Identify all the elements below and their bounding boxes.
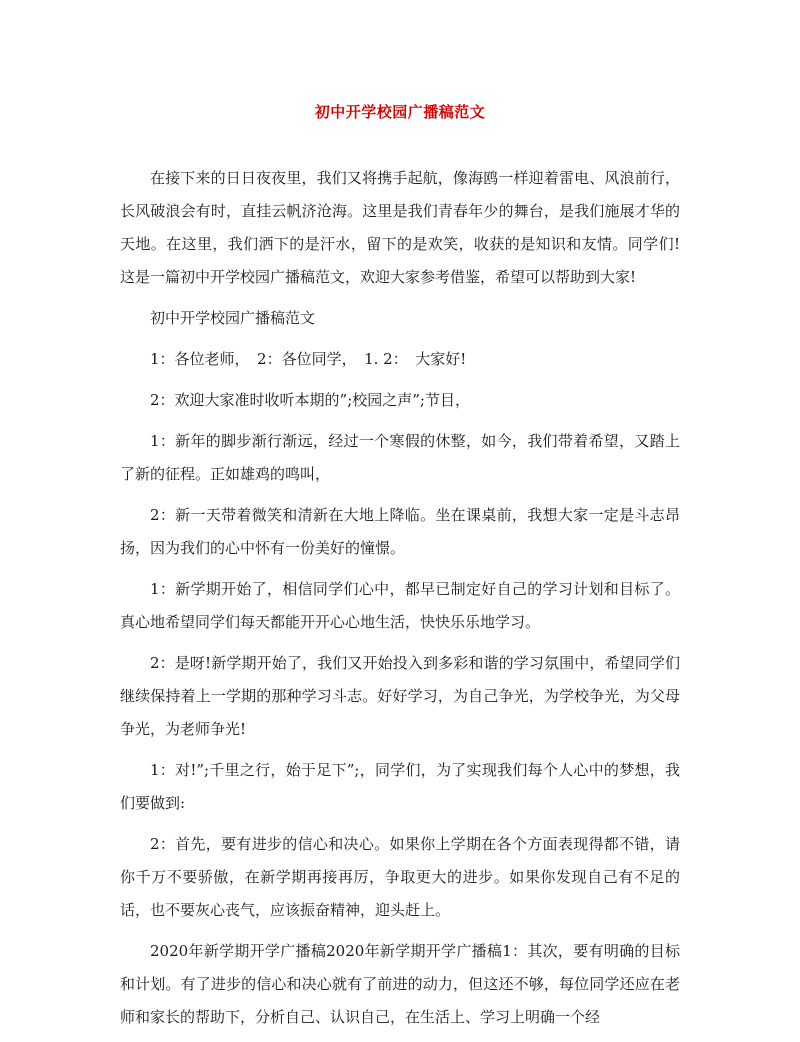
paragraph-subtitle: 初中开学校园广播稿范文 bbox=[150, 309, 316, 327]
paragraph-welcome: 2：欢迎大家准时收听本期的”;校园之声”;节目， bbox=[150, 391, 470, 409]
paragraph-greeting: 1：各位老师， 2：各位同学， 1. 2： 大家好! bbox=[150, 350, 467, 368]
paragraph-confidence: 2：首先，要有进步的信心和决心。如果你上学期在各个方面表现得都不错，请你千万不要骄傲，在新学期再接再厉，争取更大的进步。如果你发现自己有不足的话，也不要灰心丧气，应该振奋精神，迎头赶上。 bbox=[120, 835, 680, 919]
paragraph-journey: 1：对!”;千里之行，始于足下”;，同学们，为了实现我们每个人心中的梦想，我们要做到: bbox=[120, 761, 680, 812]
paragraph-new-year: 1：新年的脚步渐行渐远，经过一个寒假的休整，如今，我们带着希望，又踏上了新的征程。正如雄鸡的鸣叫， bbox=[120, 432, 680, 483]
paragraph-study-spirit: 2：是呀!新学期开始了，我们又开始投入到多彩和谐的学习氛围中，希望同学们继续保持着上一学期的那种学习斗志。好好学习，为自己争光，为学校争光，为父母争光，为老师争光! bbox=[120, 654, 680, 738]
paragraph-new-day: 2：新一天带着微笑和清新在大地上降临。坐在课桌前，我想大家一定是斗志昂扬，因为我们的心中怀有一份美好的憧憬。 bbox=[120, 506, 680, 557]
document-body bbox=[120, 162, 680, 1042]
document-title: 初中开学校园广播稿范文 bbox=[314, 103, 486, 121]
paragraph-intro: 在接下来的日日夜夜里，我们又将携手起航，像海鸥一样迎着雷电、风浪前行，长风破浪会有时，直挂云帆济沧海。这里是我们青春年少的舞台，是我们施展才华的天地。在这里，我们洒下的是汗水，留下的是欢笑，收获的是知识和友情。同学们!这是一篇初中开学校园广播稿范文，欢迎大家参考借鉴，希望可以帮助到大家! bbox=[120, 169, 680, 286]
paragraph-goals: 2020年新学期开学广播稿2020年新学期开学广播稿1：其次，要有明确的目标和计划。有了进步的信心和决心就有了前进的动力，但这还不够，每位同学还应在老师和家长的帮助下，分析自己、认识自己，在生活上、学习上明确一个经 bbox=[120, 942, 680, 1026]
paragraph-new-semester: 1：新学期开始了，相信同学们心中，都早已制定好自己的学习计划和目标了。真心地希望同学们每天都能开开心心地生活，快快乐乐地学习。 bbox=[120, 580, 680, 631]
